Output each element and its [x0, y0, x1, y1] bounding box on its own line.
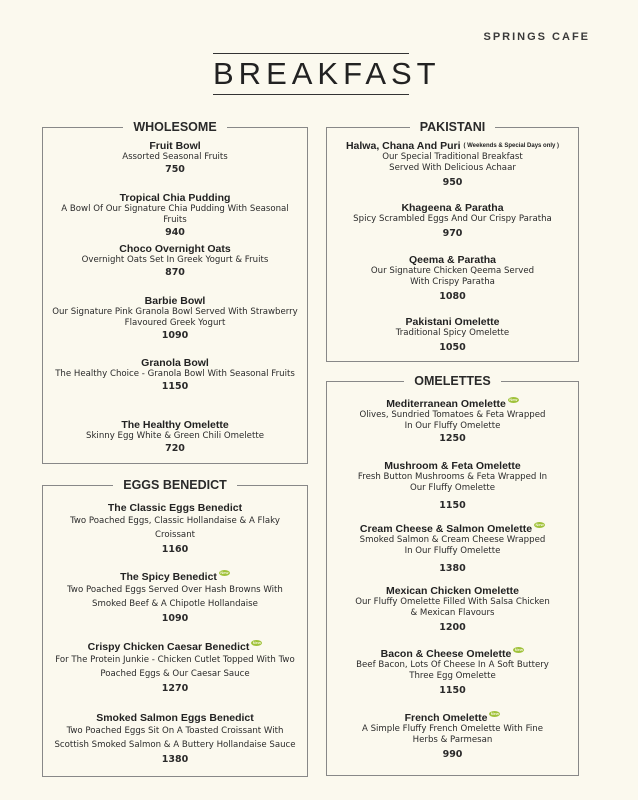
item-description: Overnight Oats Set In Greek Yogurt & Fruits [81, 255, 269, 265]
item-name: Cream Cheese & Salmon Omelette [359, 523, 533, 535]
menu-item [327, 522, 578, 575]
item-description: Skinny Egg White & Green Chili Omelette [86, 431, 264, 441]
item-price: 1090 [161, 613, 189, 624]
item-name: The Spicy Benedict [120, 571, 217, 583]
item-name: French Omelette [404, 712, 488, 724]
item-price: 1050 [439, 342, 466, 353]
eggs-benedict-section [42, 478, 308, 777]
item-name: Tropical Chia Pudding [119, 192, 231, 204]
menu-item [43, 243, 307, 279]
item-description: Our Fluffy Omelette Filled With Salsa Chicken & Mexican Flavours [355, 597, 550, 618]
omelettes-section [326, 374, 579, 776]
item-price: 1150 [439, 685, 466, 696]
wholesome-section [42, 120, 308, 464]
item-price: 720 [165, 443, 185, 454]
item-name: The Classic Eggs Benedict [107, 502, 243, 514]
pakistani-section [326, 120, 579, 362]
menu-item [43, 712, 307, 766]
item-price: 970 [442, 228, 463, 239]
item-name: Granola Bowl [141, 357, 209, 369]
menu-item [43, 295, 307, 342]
page-title: BREAKFAST [213, 56, 441, 91]
menu-item [43, 419, 307, 455]
item-description: Spicy Scrambled Eggs And Our Crispy Paratha [353, 214, 552, 224]
menu-item [327, 397, 578, 445]
item-price: 1080 [439, 291, 466, 302]
menu-item [327, 254, 578, 303]
item-name: Smoked Salmon Eggs Benedict [96, 712, 254, 724]
section-title: WHOLESOME [123, 120, 226, 134]
item-price: 940 [165, 227, 185, 238]
item-description: Two Poached Eggs, Classic Hollandaise & A Flaky Croissant [70, 516, 280, 540]
menu-item [43, 192, 307, 239]
section-title: PAKISTANI [410, 120, 496, 134]
item-description: Two Poached Eggs Sit On A Toasted Croissant With Scottish Smoked Salmon & A Buttery Hollandaise Sauce [54, 726, 296, 750]
item-price: 950 [442, 177, 463, 188]
new-badge: New [490, 711, 500, 716]
item-price: 1150 [439, 500, 466, 511]
item-price: 1150 [161, 381, 189, 392]
item-name: Mushroom & Feta Omelette [384, 460, 521, 472]
item-description: A Simple Fluffy French Omelette With Fine Herbs & Parmesan [361, 724, 544, 745]
new-badge: New [509, 397, 518, 402]
menu-item [327, 316, 578, 354]
item-description: Olives, Sundried Tomatoes & Feta Wrapped In Our Fluffy Omelette [359, 410, 546, 431]
item-description: Beef Bacon, Lots Of Cheese In A Soft Buttery Three Egg Omelette [356, 660, 549, 681]
item-description: Traditional Spicy Omelette [395, 328, 510, 338]
menu-item [327, 711, 578, 761]
item-description: Our Special Traditional Breakfast Served With Delicious Achaar [382, 152, 523, 173]
item-name: Bacon & Cheese Omelette [380, 648, 512, 660]
item-name: Mexican Chicken Omelette [385, 585, 520, 597]
item-price: 1160 [161, 544, 189, 555]
item-name: Mediterranean Omelette [386, 398, 506, 410]
item-description: The Healthy Choice - Granola Bowl With Seasonal Fruits [55, 369, 295, 379]
menu-item [327, 140, 578, 189]
item-description: Assorted Seasonal Fruits [122, 152, 228, 162]
item-price: 1250 [439, 433, 466, 444]
new-badge: New [220, 570, 229, 575]
item-name: Fruit Bowl [149, 140, 201, 152]
item-price: 1270 [161, 683, 189, 694]
item-price: 870 [165, 267, 185, 278]
item-name: The Healthy Omelette [121, 419, 229, 431]
item-description: Our Signature Chicken Qeema Served With Crispy Paratha [370, 266, 535, 287]
item-name: Choco Overnight Oats [119, 243, 231, 255]
section-title: EGGS BENEDICT [113, 478, 237, 492]
page-title-frame [213, 53, 441, 95]
item-description: Fresh Button Mushrooms & Feta Wrapped In Our Fluffy Omelette [357, 472, 548, 493]
new-badge: New [252, 640, 261, 645]
item-name: Barbie Bowl [144, 295, 206, 307]
item-name: Crispy Chicken Caesar Benedict [87, 641, 250, 653]
item-price: 1090 [161, 330, 189, 341]
menu-item [43, 640, 307, 695]
item-description: A Bowl Of Our Signature Chia Pudding With Seasonal Fruits [61, 204, 289, 225]
item-name: Halwa, Chana And Puri [345, 140, 461, 152]
item-description: Our Signature Pink Granola Bowl Served With Strawberry Flavoured Greek Yogurt [52, 307, 298, 328]
menu-item [327, 460, 578, 512]
menu-item [43, 357, 307, 393]
item-price: 1380 [161, 754, 189, 765]
new-badge: New [514, 647, 523, 652]
item-price: 1380 [439, 563, 466, 574]
menu-item [43, 502, 307, 556]
menu-item [327, 647, 578, 697]
item-price: 990 [442, 749, 463, 760]
item-description: Two Poached Eggs Served Over Hash Browns With Smoked Beef & A Chipotle Hollandaise [67, 585, 283, 609]
item-name: Qeema & Paratha [409, 254, 496, 266]
item-price: 1200 [439, 622, 466, 633]
new-badge: New [535, 522, 544, 527]
item-description: For The Protein Junkie - Chicken Cutlet Topped With Two Poached Eggs & Our Caesar Sauce [55, 655, 295, 679]
menu-item [43, 140, 307, 176]
cafe-name: SPRINGS CAFE [483, 31, 590, 43]
availability-note: ( Weekends & Special Days only ) [463, 143, 560, 149]
menu-item [327, 585, 578, 634]
item-name: Pakistani Omelette [405, 316, 500, 328]
menu-item [43, 570, 307, 625]
item-price: 750 [165, 164, 185, 175]
item-description: Smoked Salmon & Cream Cheese Wrapped In Our Fluffy Omelette [359, 535, 546, 556]
item-name: Khageena & Paratha [401, 202, 504, 214]
section-title: OMELETTES [404, 374, 500, 388]
menu-item [327, 202, 578, 240]
